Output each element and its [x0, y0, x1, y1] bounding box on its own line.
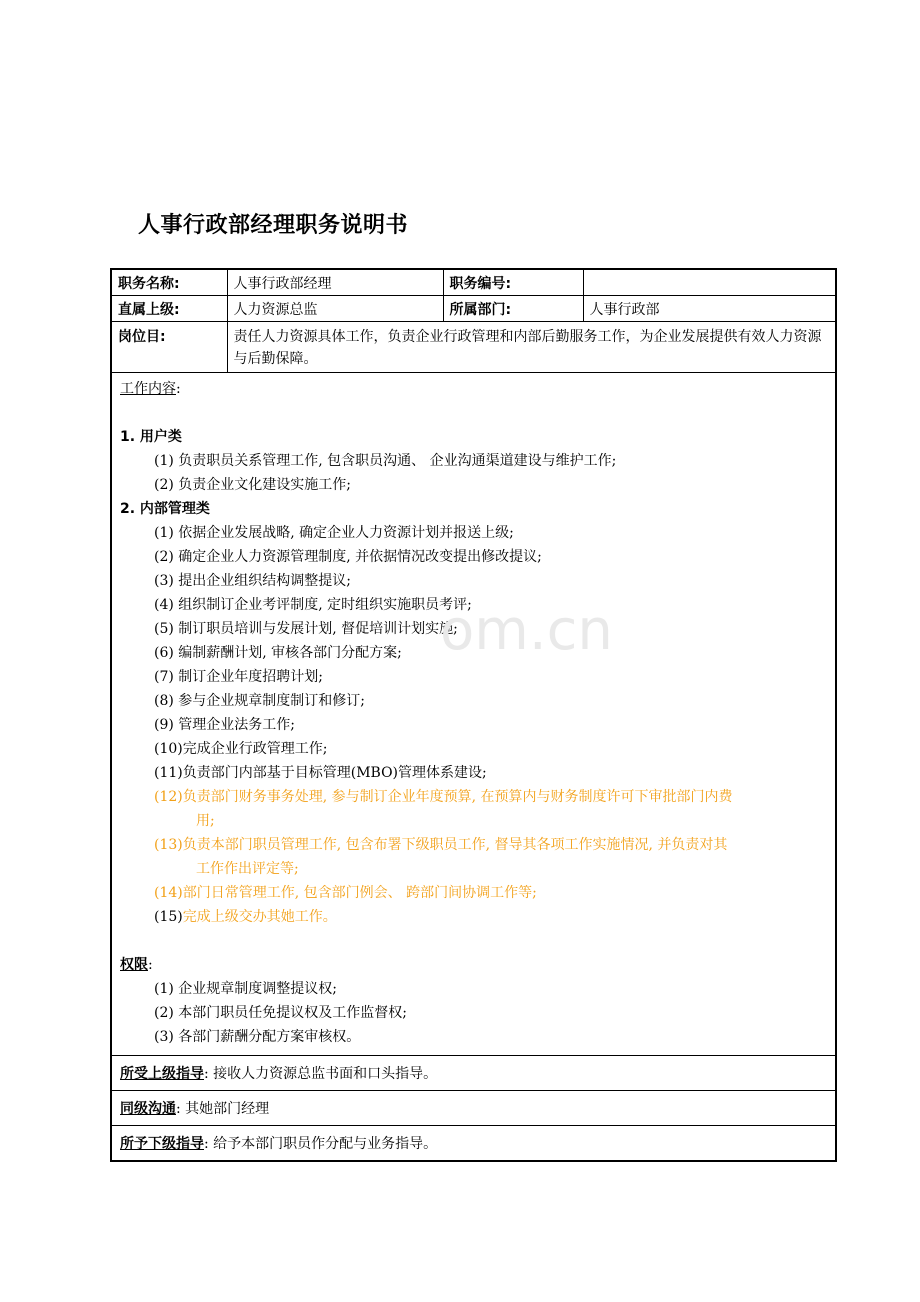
job-no-value [583, 269, 836, 296]
list-item: (12)负责部门财务事务处理, 参与制订企业年度预算, 在预算内与财务制度许可下审批部门内费 [154, 789, 733, 805]
list-item: (1) 负责职员关系管理工作, 包含职员沟通、 企业沟通渠道建设与维护工作; [154, 453, 617, 469]
list-item: (6) 编制薪酬计划, 审核各部门分配方案; [154, 645, 402, 661]
list-item: (8) 参与企业规章制度制订和修订; [154, 693, 365, 709]
guidance-to-cell [111, 1126, 836, 1162]
list-item-continuation: 用; [196, 813, 215, 829]
list-item: (14)部门日常管理工作, 包含部门例会、 跨部门间协调工作等; [154, 885, 537, 901]
dept-label: 所属部门: [443, 296, 583, 322]
list-item: (2) 本部门职员任免提议权及工作监督权; [154, 1005, 407, 1021]
row-work-content [111, 373, 836, 1056]
list-item: (10)完成企业行政管理工作; [154, 741, 328, 757]
purpose-label: 岗位目: [111, 322, 227, 373]
guidance-to-value: : 给予本部门职员作分配与业务指导。 [204, 1136, 438, 1152]
category-customer: 1. 用户类 [120, 429, 182, 445]
row-guidance-to [111, 1126, 836, 1162]
list-item: (5) 制订职员培训与发展计划, 督促培训计划实施; [154, 621, 458, 637]
work-content-heading: 工作内容: [120, 381, 181, 397]
dept-value: 人事行政部 [583, 296, 836, 322]
guidance-from-cell [111, 1056, 836, 1091]
superior-value: 人力资源总监 [227, 296, 443, 322]
job-name-value: 人事行政部经理 [227, 269, 443, 296]
list-item: (15)完成上级交办其她工作。 [154, 909, 337, 925]
row-job-name [111, 269, 836, 296]
category-internal: 2. 内部管理类 [120, 501, 210, 517]
list-item: (1) 依据企业发展战略, 确定企业人力资源计划并报送上级; [154, 525, 514, 541]
list-item: (1) 企业规章制度调整提议权; [154, 981, 337, 997]
peer-label: 同级沟通 [120, 1101, 176, 1117]
row-purpose [111, 322, 836, 373]
list-item: (11)负责部门内部基于目标管理(MBO)管理体系建设; [154, 765, 487, 781]
job-description-table [110, 268, 837, 1162]
superior-label: 直属上级: [111, 296, 227, 322]
guidance-from-value: : 接收人力资源总监书面和口头指导。 [204, 1066, 438, 1082]
watermark: om.cn [440, 598, 613, 663]
job-no-label: 职务编号: [443, 269, 583, 296]
purpose-value: 责任人力资源具体工作，负责企业行政管理和内部后勤服务工作，为企业发展提供有效人力资源与后勤保障。 [227, 322, 836, 373]
list-item: (13)负责本部门职员管理工作, 包含布署下级职员工作, 督导其各项工作实施情况, 并负责对其 [154, 837, 728, 853]
row-guidance-from [111, 1056, 836, 1091]
list-item-continuation: 工作作出评定等; [196, 861, 299, 877]
authority-heading: 权限: [120, 957, 153, 973]
list-item: (9) 管理企业法务工作; [154, 717, 295, 733]
list-item: (7) 制订企业年度招聘计划; [154, 669, 323, 685]
guidance-from-label: 所受上级指导 [120, 1066, 204, 1082]
peer-cell [111, 1091, 836, 1126]
peer-value: : 其她部门经理 [176, 1101, 270, 1117]
work-content-cell [111, 373, 836, 1056]
list-item: (4) 组织制订企业考评制度, 定时组织实施职员考评; [154, 597, 472, 613]
list-item: (3) 提出企业组织结构调整提议; [154, 573, 351, 589]
job-name-label: 职务名称: [111, 269, 227, 296]
list-item: (2) 确定企业人力资源管理制度, 并依据情况改变提出修改提议; [154, 549, 542, 565]
row-superior [111, 296, 836, 322]
list-item: (3) 各部门薪酬分配方案审核权。 [154, 1029, 361, 1045]
document-title: 人事行政部经理职务说明书 [138, 213, 409, 238]
row-peer [111, 1091, 836, 1126]
guidance-to-label: 所予下级指导 [120, 1136, 204, 1152]
list-item: (2) 负责企业文化建设实施工作; [154, 477, 351, 493]
